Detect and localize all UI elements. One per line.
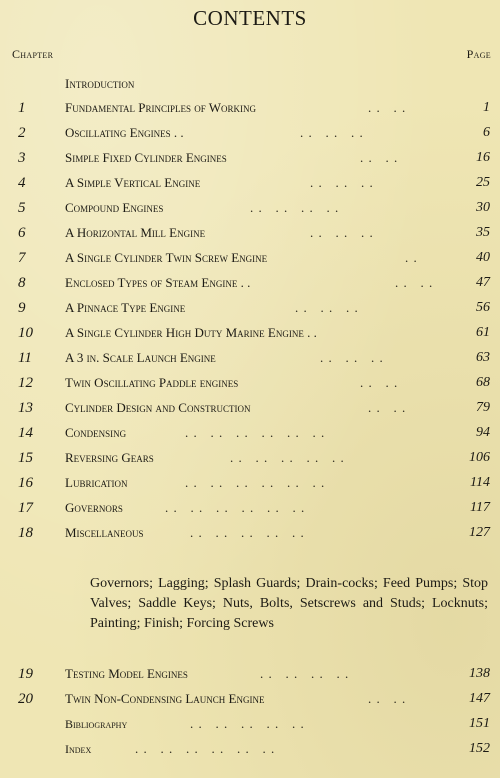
toc-entry-title: Introduction [65, 76, 135, 91]
chapter-number: 13 [18, 400, 33, 416]
toc-entry [0, 471, 500, 495]
leader-dots: . . . . . . [295, 300, 359, 315]
leader-dots: . . . . [368, 691, 407, 706]
chapter-number: 10 [18, 325, 33, 341]
leader-dots: . . . . . . . . . . . . [185, 425, 326, 440]
chapter-title: Compound Engines [65, 200, 164, 215]
toc-entry [0, 346, 500, 370]
leader-dots: . . . . . . . . . . . . [135, 741, 276, 756]
toc-entry [0, 521, 500, 545]
chapter-column-header: Chapter [12, 47, 54, 61]
chapter-number: 3 [18, 150, 26, 166]
toc-entry [0, 221, 500, 245]
toc-entry [0, 371, 500, 395]
toc-entry-bibliography [0, 712, 500, 736]
page-number: 1 [483, 100, 490, 115]
chapter-title: Simple Fixed Cylinder Engines [65, 150, 227, 165]
chapter-title: Lubrication [65, 475, 128, 490]
toc-entry [0, 421, 500, 445]
page-number: 152 [469, 741, 490, 756]
page-number: 6 [483, 125, 490, 140]
chapter-number: 5 [18, 200, 26, 216]
toc-entry [0, 146, 500, 170]
chapter-number: 20 [18, 691, 33, 707]
chapter-title: Condensing [65, 425, 127, 440]
leader-dots: . . . . . . [310, 225, 374, 240]
chapter-number: 1 [18, 100, 26, 116]
page-number: 106 [469, 450, 490, 465]
toc-entry-index [0, 737, 500, 761]
toc-entry [0, 296, 500, 320]
toc-entry [0, 446, 500, 470]
toc-entry [0, 121, 500, 145]
leader-dots: . . . . [368, 400, 407, 415]
page-number: 35 [476, 225, 490, 240]
chapter-number: 4 [18, 175, 26, 191]
chapter-title: Fundamental Principles of Working [65, 100, 257, 115]
leader-dots: . . . . . . . . . . . . [185, 475, 326, 490]
chapter-number: 11 [18, 350, 32, 366]
page-number: 94 [476, 425, 490, 440]
leader-dots: . . . . . . . . . . [230, 450, 345, 465]
chapter-title: A Horizontal Mill Engine [65, 225, 206, 240]
leader-dots: . . . . . . . . . . [190, 716, 305, 731]
page-number: 63 [476, 350, 490, 365]
toc-entry [0, 246, 500, 270]
page-number: 68 [476, 375, 490, 390]
leader-dots: . . . . . . [300, 125, 364, 140]
toc-entry [0, 96, 500, 120]
chapter-number: 12 [18, 375, 33, 391]
chapter-number: 14 [18, 425, 33, 441]
toc-entry [0, 171, 500, 195]
toc-entry [0, 271, 500, 295]
chapter-title: A 3 in. Scale Launch Engine [65, 350, 216, 365]
toc-entry [0, 687, 500, 711]
page-number: 117 [470, 500, 490, 515]
chapter-title: Index [65, 742, 92, 756]
chapter-title: A Pinnace Type Engine [65, 300, 186, 315]
page-number: 40 [476, 250, 490, 265]
chapter-title: Governors [65, 500, 123, 515]
page-number: 47 [476, 275, 490, 290]
chapter-title: A Simple Vertical Engine [65, 175, 201, 190]
page-number: 147 [469, 691, 490, 706]
chapter-title: Twin Non-Condensing Launch Engine [65, 691, 265, 706]
page-column-header: Page [466, 47, 491, 61]
chapter-number: 19 [18, 666, 33, 682]
chapter-title: Oscillating Engines . . [65, 125, 184, 140]
chapter-title: Bibliography [65, 717, 128, 731]
toc-entry [0, 196, 500, 220]
chapter-title: Twin Oscillating Paddle engines [65, 375, 239, 390]
chapter-title: A Single Cylinder Twin Screw Engine [65, 250, 268, 265]
toc-entry [0, 662, 500, 686]
chapter-number: 7 [18, 250, 26, 266]
miscellaneous-subitems: Governors; Lagging; Splash Guards; Drain-cocks; Feed Pumps; Stop Valves; Saddle Keys; Nuts, Bolts, Setscrews and Studs; Locknuts; Painting; Finish; Forcing Screws [90, 576, 488, 631]
leader-dots: . . [405, 250, 418, 265]
chapter-title: Testing Model Engines [65, 666, 188, 681]
leader-dots: . . . . . . [310, 175, 374, 190]
page-number: 16 [476, 150, 490, 165]
toc-entry-introduction [0, 72, 500, 96]
chapter-number: 16 [18, 475, 33, 491]
page-number: 79 [476, 400, 490, 415]
leader-dots: . . . . [360, 375, 399, 390]
page-number: 56 [476, 300, 490, 315]
chapter-title: Reversing Gears [65, 450, 154, 465]
toc-entry [0, 396, 500, 420]
chapter-number: 17 [18, 500, 33, 516]
chapter-number: 15 [18, 450, 33, 466]
chapter-number: 18 [18, 525, 33, 541]
leader-dots: . . . . . . [320, 350, 384, 365]
chapter-number: 2 [18, 125, 26, 141]
leader-dots: . . . . . . . . . . . . [165, 500, 306, 515]
chapter-number: 9 [18, 300, 26, 316]
page-number: 114 [470, 475, 490, 490]
leader-dots: . . . . . . . . [250, 200, 340, 215]
leader-dots: . . . . . . . . . . [190, 525, 305, 540]
page-number: 61 [476, 325, 490, 340]
leader-dots: . . . . [395, 275, 434, 290]
chapter-title: Enclosed Types of Steam Engine . . [65, 275, 251, 290]
leader-dots: . . . . [360, 150, 399, 165]
chapter-title: Miscellaneous [65, 525, 144, 540]
chapter-title: A Single Cylinder High Duty Marine Engine . . [65, 325, 317, 340]
page-title: CONTENTS [193, 6, 307, 30]
page-number: 151 [469, 716, 490, 731]
page-number: 25 [476, 175, 490, 190]
leader-dots: . . . . . . . . [260, 666, 350, 681]
leader-dots: . . . . [368, 100, 407, 115]
page-number: 127 [469, 525, 490, 540]
page-number: 30 [476, 200, 490, 215]
page-number: 138 [469, 666, 490, 681]
chapter-number: 6 [18, 225, 26, 241]
toc-entry [0, 321, 500, 345]
chapter-title: Cylinder Design and Construction [65, 400, 251, 415]
toc-entry [0, 496, 500, 520]
chapter-number: 8 [18, 275, 26, 291]
